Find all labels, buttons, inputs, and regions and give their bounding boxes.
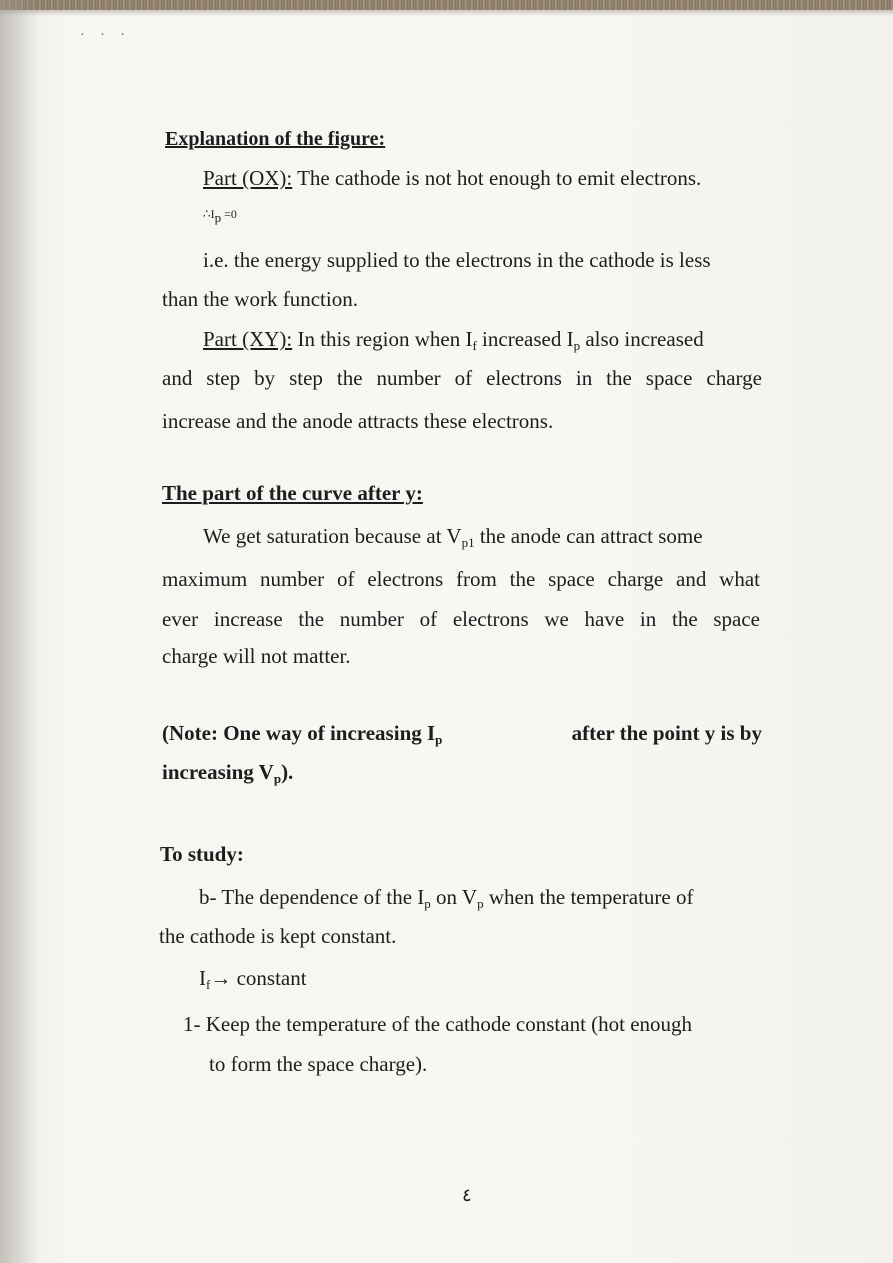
if-subscript: f [206,977,211,992]
section-heading-curve-after-y: The part of the curve after y: [162,481,423,505]
page-number: ٤ [462,1185,472,1205]
b-text-a: b- The dependence of the I [199,885,425,909]
saturation-line-2: maximum number of electrons from the space charge and what [162,567,760,591]
arrow-constant: → constant [210,966,307,990]
study-b-line-2: the cathode is kept constant. [159,924,397,948]
part-ox-text: The cathode is not hot enough to emit electrons. [292,166,702,190]
study-b-line-1 [199,885,693,910]
part-xy-label: Part (XY): [203,327,293,351]
ie-line-1: i.e. the energy supplied to the electrons in the cathode is less [203,248,711,272]
step-1-line-2: to form the space charge). [209,1052,428,1076]
sat-text-a: We get saturation because at V [203,524,462,548]
part-ox-label: Part (OX): [203,166,293,190]
therefore-ip: ∴I [203,207,215,221]
if-constant-line [199,966,307,991]
note-text-b: after the point y is by [571,721,762,745]
saturation-line-1 [203,524,703,549]
section-heading-explanation: Explanation of the figure: [165,128,386,150]
part-xy-text-b: increased I [476,327,574,351]
scan-top-shadow [0,10,893,16]
ie-line-2: than the work function. [162,287,358,311]
if-label: I [199,966,206,990]
scan-left-shadow [0,0,40,1263]
vp-subscript: p [477,896,484,911]
note-line-1 [162,721,762,746]
part-xy-text-a: In this region when I [292,327,473,351]
sat-text-b: the anode can attract some [474,524,703,548]
saturation-line-4: charge will not matter. [162,644,351,668]
note-text-a: (Note: One way of increasing $I_p$ [162,721,443,747]
part-xy-line [203,327,704,352]
step-1-line-1: 1- Keep the temperature of the cathode constant (hot enough [183,1012,693,1036]
ip-subscript: p [573,338,581,353]
xy-line-3: increase and the anode attracts these electrons. [162,409,554,433]
ip-zero-equation [203,207,237,225]
ip-subscript: p [435,732,443,747]
saturation-line-3: ever increase the number of electrons we have in the space [162,607,760,631]
scan-top-edge [0,0,893,10]
note-text-c: increasing V [162,760,274,784]
b-text-b: on V [430,885,478,909]
vp-subscript: p [273,771,282,786]
ip-subscript: p [214,210,222,225]
if-subscript: f [472,338,477,353]
scan-specks: · · · [80,28,131,43]
xy-line-2: and step by step the number of electrons in the space charge [162,366,762,390]
note-text-d: ). [281,760,294,784]
vp1-subscript: p1 [461,535,475,550]
part-xy-text-c: also increased [580,327,704,351]
section-heading-to-study: To study: [160,842,244,866]
part-ox-line [203,166,701,191]
b-text-c: when the temperature of [483,885,694,909]
note-line-2 [162,760,293,785]
ip-subscript: p [424,896,431,911]
equals-zero: =0 [221,207,237,221]
